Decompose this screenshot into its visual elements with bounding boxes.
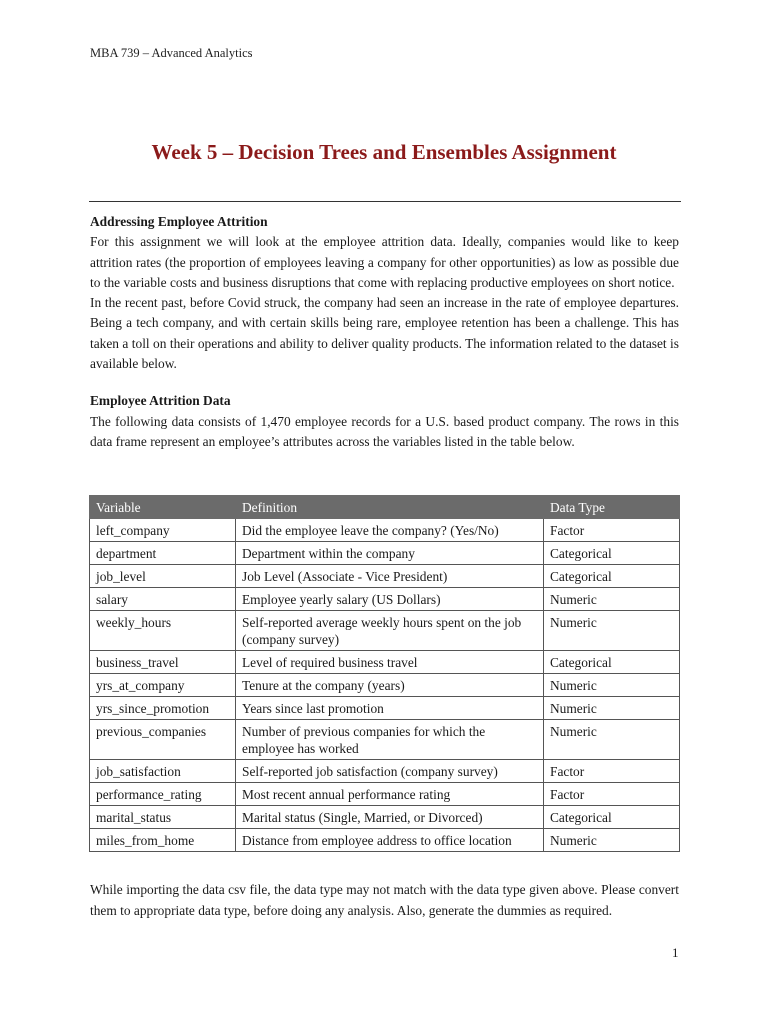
cell-definition: Did the employee leave the company? (Yes/No) [236,519,544,542]
table-row [90,651,680,674]
cell-definition: Number of previous companies for which the employee has worked [236,720,544,760]
table-row [90,588,680,611]
section-heading-data: Employee Attrition Data [90,393,231,409]
cell-variable: previous_companies [90,720,236,760]
cell-variable: weekly_hours [90,611,236,651]
paragraph-context: In the recent past, before Covid struck, the company had seen an increase in the rate of employee departures. Being a tech company, and with certain skills being rare, employee retention has been a challenge. This has taken a toll on their operations and ability to deliver quality products. The information related to the dataset is available below. [90,295,679,372]
column-header-definition: Definition [236,496,544,519]
table-row [90,611,680,651]
paragraph-import-note: While importing the data csv file, the data type may not match with the data type given above. Please convert them to appropriate data type, before doing any analysis. Also, generate the dummies as required. [90,882,679,918]
cell-variable: performance_rating [90,783,236,806]
cell-definition: Distance from employee address to office location [236,829,544,852]
cell-variable: job_level [90,565,236,588]
cell-data-type: Factor [544,783,680,806]
cell-variable: salary [90,588,236,611]
section-heading-attrition: Addressing Employee Attrition [90,214,268,229]
cell-definition: Marital status (Single, Married, or Divorced) [236,806,544,829]
cell-variable: left_company [90,519,236,542]
cell-definition: Level of required business travel [236,651,544,674]
table-row [90,720,680,760]
table-row [90,806,680,829]
table-row [90,829,680,852]
cell-data-type: Numeric [544,697,680,720]
table-row [90,565,680,588]
cell-data-type: Categorical [544,565,680,588]
page-number: 1 [672,945,679,960]
title-divider [89,201,681,202]
cell-definition: Self-reported job satisfaction (company survey) [236,760,544,783]
cell-variable: department [90,542,236,565]
cell-data-type: Factor [544,519,680,542]
cell-data-type: Categorical [544,542,680,565]
cell-data-type: Numeric [544,611,680,651]
table-row [90,674,680,697]
cell-definition: Employee yearly salary (US Dollars) [236,588,544,611]
table-row [90,542,680,565]
cell-definition: Job Level (Associate - Vice President) [236,565,544,588]
table-row [90,760,680,783]
cell-data-type: Numeric [544,829,680,852]
paragraph-data-description: The following data consists of 1,470 employee records for a U.S. based product company. The rows in this data frame represent an employee’s attributes across the variables listed in the table below. [90,413,679,449]
paragraph-intro: For this assignment we will look at the employee attrition data. Ideally, companies would like to keep attrition rates (the proportion of employees leaving a company for other opportunities) as low as possible due to the variable costs and business disruptions that come with replacing productive employees on short notice. [90,234,679,290]
table-row [90,519,680,542]
cell-data-type: Categorical [544,651,680,674]
cell-definition: Self-reported average weekly hours spent on the job (company survey) [236,611,544,651]
cell-variable: miles_from_home [90,829,236,852]
course-header: MBA 739 – Advanced Analytics [90,46,253,60]
cell-definition: Tenure at the company (years) [236,674,544,697]
cell-definition: Department within the company [236,542,544,565]
cell-data-type: Numeric [544,588,680,611]
page-title: Week 5 – Decision Trees and Ensembles Assignment [151,140,617,164]
cell-variable: job_satisfaction [90,760,236,783]
cell-definition: Years since last promotion [236,697,544,720]
cell-data-type: Categorical [544,806,680,829]
cell-data-type: Numeric [544,720,680,760]
table-row [90,697,680,720]
body-content [90,212,679,452]
cell-definition: Most recent annual performance rating [236,783,544,806]
cell-variable: yrs_at_company [90,674,236,697]
cell-data-type: Factor [544,760,680,783]
cell-variable: business_travel [90,651,236,674]
cell-variable: marital_status [90,806,236,829]
column-header-data-type: Data Type [544,496,680,519]
table-row [90,783,680,806]
table-header-row [90,496,680,519]
variables-table [89,495,680,852]
column-header-variable: Variable [90,496,236,519]
cell-data-type: Numeric [544,674,680,697]
cell-variable: yrs_since_promotion [90,697,236,720]
